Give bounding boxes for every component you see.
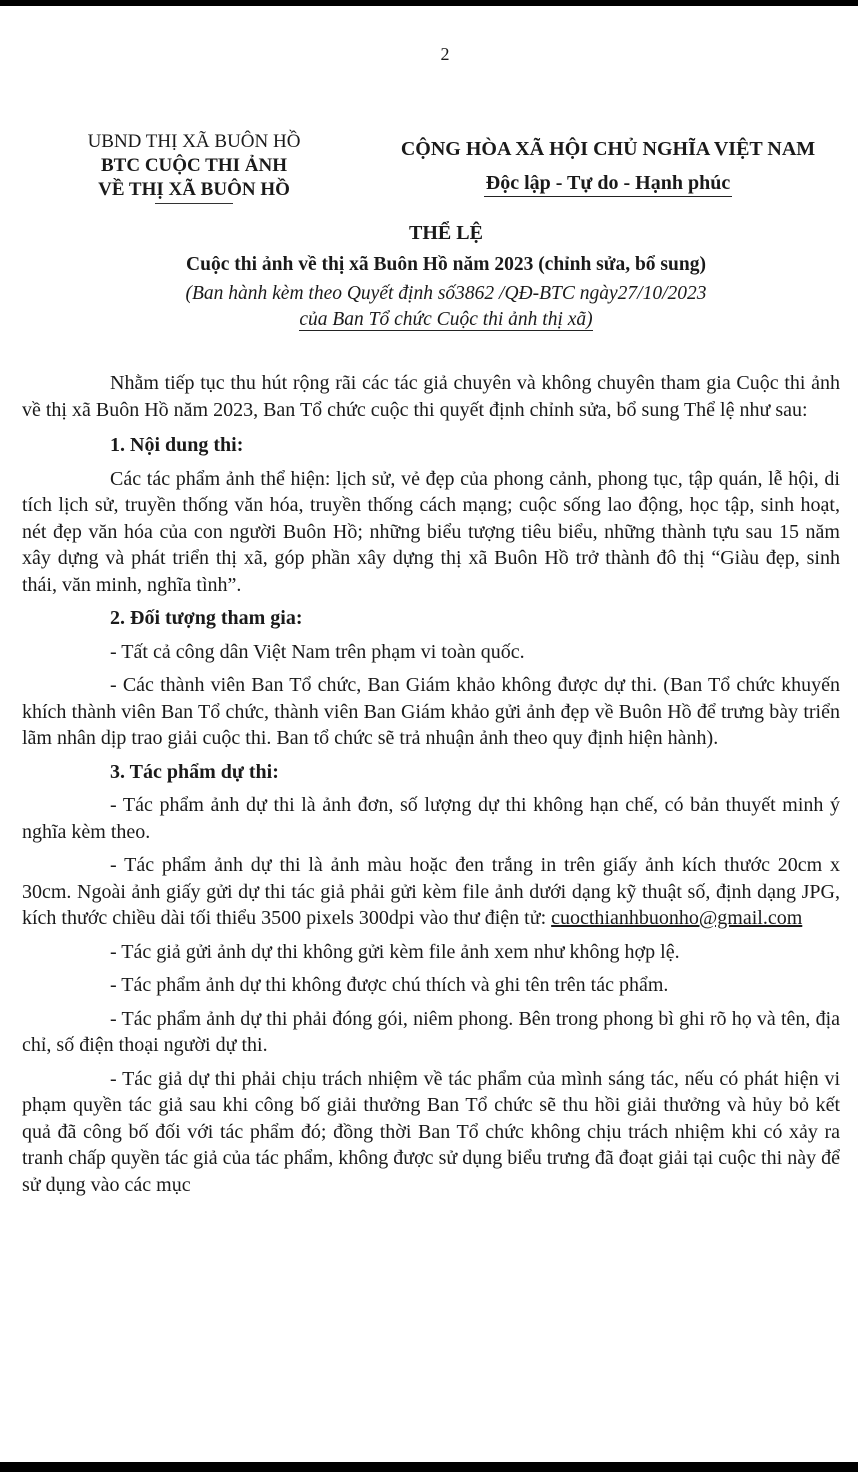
- section-heading-3: 3. Tác phẩm dự thi:: [110, 760, 279, 783]
- section-3-paragraph-5: - Tác phẩm ảnh dự thi phải đóng gói, niêm phong. Bên trong phong bì ghi rõ họ và tên, địa chỉ, số điện thoại người dự thi.: [22, 1007, 840, 1056]
- document-body: [22, 370, 840, 1198]
- contest-email-link[interactable]: cuocthianhbuonho@gmail.com: [551, 907, 803, 929]
- issuing-agency: [44, 130, 344, 204]
- section-3-paragraph-2-text: - Tác phẩm ảnh dự thi là ảnh màu hoặc đen trắng in trên giấy ảnh kích thước 20cm x 30cm. Ngoài ảnh giấy gửi dự thi tác giả phải gửi kèm file ảnh dưới dạng kỹ thuật số, định dạng JPG, kích thước chiều dài tối thiểu 3500 pixels 300dpi vào thư điện tử:: [22, 854, 840, 929]
- section-3-paragraph-1: - Tác phẩm ảnh dự thi là ảnh đơn, số lượng dự thi không hạn chế, có bản thuyết minh ý nghĩa kèm theo.: [22, 794, 840, 843]
- national-motto: Độc lập - Tự do - Hạnh phúc: [484, 170, 732, 197]
- section-3-paragraph-2: [22, 852, 840, 932]
- national-title: CỘNG HÒA XÃ HỘI CHỦ NGHĨA VIỆT NAM: [400, 138, 816, 160]
- issued-note-line-1: (Ban hành kèm theo Quyết định số3862 /QĐ-BTC ngày27/10/2023: [185, 283, 707, 304]
- document-title: THỂ LỆ: [409, 222, 483, 244]
- agency-line-1: UBND THỊ XÃ BUÔN HỒ: [87, 131, 301, 152]
- section-3-paragraph-4: - Tác phẩm ảnh dự thi không được chú thích và ghi tên trên tác phẩm.: [110, 974, 669, 996]
- section-3-paragraph-6: - Tác giả dự thi phải chịu trách nhiệm về tác phẩm của mình sáng tác, nếu có phát hiện vi phạm quyền tác giả sau khi công bố giải thưởng Ban Tổ chức sẽ thu hồi giải thưởng và hủy bỏ kết quả đã công bố đối với tác phẩm đó; đồng thời Ban Tổ chức không chịu trách nhiệm khi có xảy ra tranh chấp quyền tác giả của tác phẩm, không được sử dụng biểu trưng đã đoạt giải tại cuộc thi này để sử dụng vào các mục: [22, 1067, 840, 1196]
- agency-line-3: VỀ THỊ XÃ BUÔN HỒ: [98, 179, 290, 200]
- document-subtitle: Cuộc thi ảnh về thị xã Buôn Hồ năm 2023 (chỉnh sửa, bổ sung): [186, 254, 706, 275]
- section-heading-2: 2. Đối tượng tham gia:: [110, 607, 303, 629]
- intro-paragraph: Nhằm tiếp tục thu hút rộng rãi các tác giả chuyên và không chuyên tham gia Cuộc thi ảnh về thị xã Buôn Hồ năm 2023, Ban Tổ chức cuộc thi quyết định chỉnh sửa, bổ sung Thể lệ như sau:: [22, 372, 840, 421]
- issued-note-line-2: của Ban Tổ chức Cuộc thi ảnh thị xã): [299, 309, 593, 330]
- page-number: 2: [440, 44, 450, 64]
- top-border: [0, 0, 858, 6]
- agency-line-2: BTC CUỘC THI ẢNH: [101, 155, 287, 176]
- bottom-border: [0, 1462, 858, 1472]
- issued-note: [0, 281, 858, 333]
- agency-underline: [155, 203, 233, 204]
- section-2-paragraph-1: - Tất cả công dân Việt Nam trên phạm vi toàn quốc.: [110, 640, 525, 663]
- section-2-paragraph-2: - Các thành viên Ban Tổ chức, Ban Giám khảo không được dự thi. (Ban Tổ chức khuyến khích thành viên Ban Tổ chức, thành viên Ban Giám khảo gửi ảnh đẹp về Buôn Hồ để trưng bày triển lãm nhân dịp trao giải cuộc thi. Ban tổ chức sẽ trả nhuận ảnh theo quy định hiện hành).: [22, 674, 840, 749]
- section-3-paragraph-3: - Tác giả gửi ảnh dự thi không gửi kèm file ảnh xem như không hợp lệ.: [110, 940, 680, 963]
- national-header: [358, 132, 858, 200]
- section-heading-1: 1. Nội dung thi:: [110, 434, 244, 456]
- section-1-paragraph: Các tác phẩm ảnh thể hiện: lịch sử, vẻ đẹp của phong cảnh, phong tục, tập quán, lễ hội, di tích lịch sử, truyền thống văn hóa, truyền thống cách mạng; cuộc sống lao động, học tập, sinh hoạt, nét đẹp văn hóa của con người Buôn Hồ; những biểu tượng tiêu biểu, những thành tựu sau 15 năm xây dựng và phát triển thị xã, góp phần xây dựng thị xã Buôn Hồ trở thành đô thị “Giàu đẹp, sinh thái, văn minh, nghĩa tình”.: [22, 467, 840, 596]
